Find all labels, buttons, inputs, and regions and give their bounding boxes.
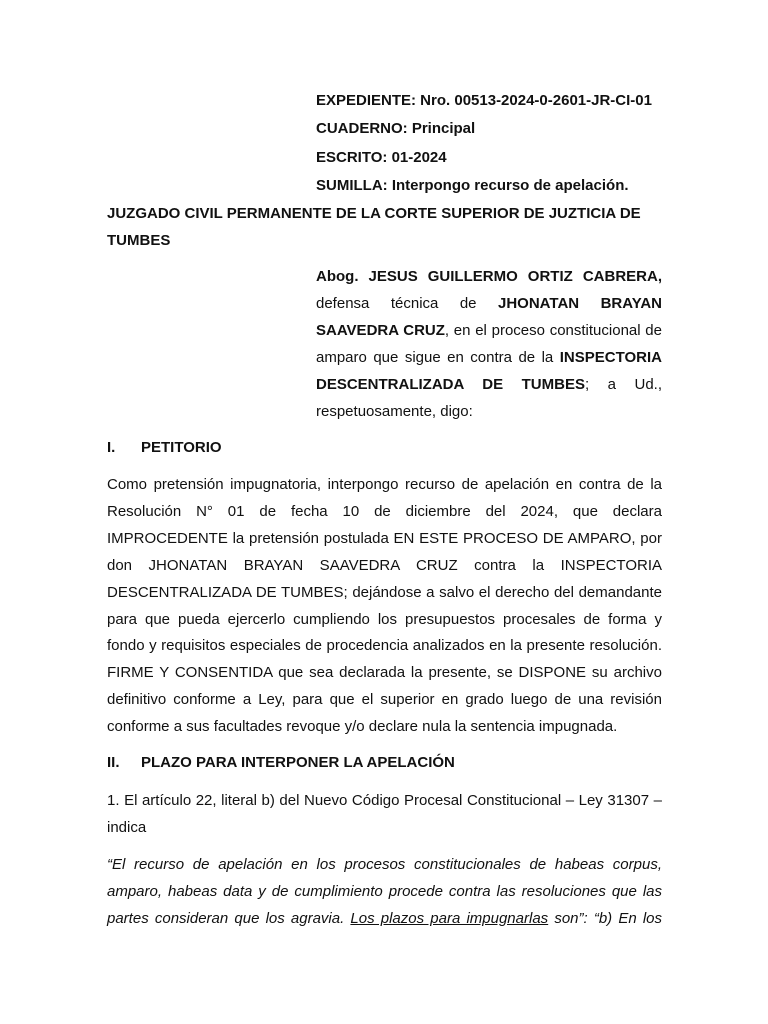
intro-text-3: ; a Ud., respetuosamente, digo: [316, 376, 663, 420]
plazo-intro-paragraph: 1. El artículo 22, literal b) del Nuevo Código Procesal Constitucional – Ley 31307 – indica [107, 792, 662, 836]
section-title: PLAZO PARA INTERPONER LA APELACIÓN [141, 754, 455, 771]
lawyer-name: Abog. JESUS GUILLERMO ORTIZ CABRERA, [316, 268, 662, 285]
client-name: JHONATAN BRAYAN SAAVEDRA CRUZ [316, 295, 662, 339]
escrito-line: ESCRITO: 01-2024 [316, 149, 447, 166]
section-number: II. [107, 754, 120, 771]
quote-underlined: Los plazos para impugnarlas [350, 910, 549, 927]
intro-paragraph [316, 263, 662, 425]
quote-text-1: “El recurso de apelación en los procesos constitucionales de habeas corpus, amparo, habeas data y de cumplimiento procede contra las resoluciones que las partes consideran que los agravia. [107, 856, 662, 927]
section-petitorio-heading [107, 439, 222, 457]
quote-text-2: son”: “b) En los [548, 910, 662, 927]
section-plazo-heading [107, 754, 455, 772]
intro-text-2: , en el proceso constitucional de amparo que sigue en contra de la [316, 322, 662, 366]
petitorio-paragraph: Como pretensión impugnatoria, interpongo recurso de apelación en contra de la Resolución N° 01 de fecha 10 de diciembre del 2024, que declara IMPROCEDENTE la pretensión postulada EN ESTE PROCESO DE AMPARO, por don JHONATAN BRAYAN SAAVEDRA CRUZ contra la INSPECTORIA DESCENTRALIZADA DE TUMBES; dejándose a salvo el derecho del demandante para que pueda ejercerlo cumpliendo los presupuestos procesales de forma y fondo y requisitos especiales de procedencia analizados en la presente resolución. FIRME Y CONSENTIDA que sea declarada la presente, se DISPONE su archivo definitivo conforme a Ley, para que el superior en grado luego de una revisión conforme a sus facultades revoque y/o declare nula la sentencia impugnada. [107, 476, 662, 736]
intro-text-1: defensa técnica de [316, 295, 498, 312]
section-number: I. [107, 439, 116, 456]
expediente-line: EXPEDIENTE: Nro. 00513-2024-0-2601-JR-CI-01 [316, 92, 652, 109]
quote-paragraph [107, 851, 662, 932]
sumilla-line: SUMILLA: Interpongo recurso de apelación. [316, 177, 629, 194]
defendant-name: INSPECTORIA DESCENTRALIZADA DE TUMBES [316, 349, 662, 393]
court-heading: JUZGADO CIVIL PERMANENTE DE LA CORTE SUPERIOR DE JUZTICIA DE TUMBES [107, 205, 641, 249]
cuaderno-line: CUADERNO: Principal [316, 120, 476, 137]
section-title: PETITORIO [141, 439, 222, 456]
